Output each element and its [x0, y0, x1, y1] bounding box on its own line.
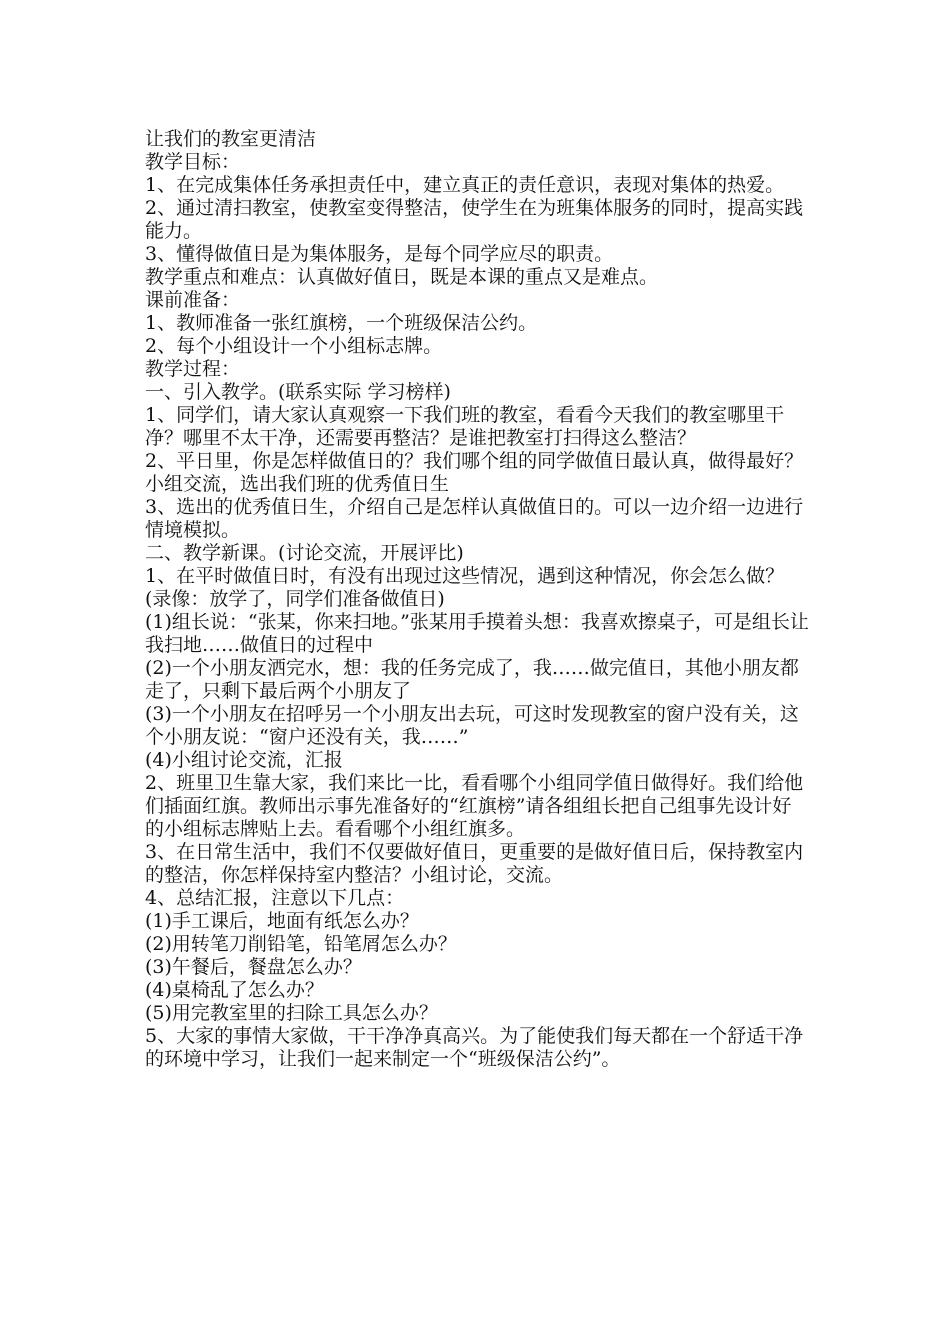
paragraph: (录像：放学了，同学们准备做值日)	[145, 588, 445, 610]
paragraph: 2、通过清扫教室，使教室变得整洁，使学生在为班集体服务的同时，提高实践能力。	[145, 197, 804, 242]
paragraph: (2)一个小朋友洒完水，想：我的任务完成了，我……做完值日，其他小朋友都走了，只剩下最后两个小朋友了	[145, 657, 799, 702]
paragraph: (1)组长说：“张某，你来扫地。”张某用手摸着头想：我喜欢擦桌子，可是组长让我扫地……做值日的过程中	[145, 611, 809, 656]
paragraph: 1、在平时做值日时，有没有出现过这些情况，遇到这种情况，你会怎么做？	[145, 565, 785, 587]
list-item: (3)午餐后，餐盘怎么办？	[145, 956, 362, 978]
paragraph: 2、平日里，你是怎样做值日的？我们哪个组的同学做值日最认真，做得最好？小组交流，选出我们班的优秀值日生	[145, 450, 804, 495]
list-item: (1)手工课后，地面有纸怎么办？	[145, 910, 419, 932]
section-heading-goals: 教学目标：	[145, 151, 241, 173]
paragraph: (4)小组讨论交流，汇报	[145, 749, 343, 771]
paragraph: 4、总结汇报，注意以下几点：	[145, 887, 405, 909]
paragraph: 1、同学们，请大家认真观察一下我们班的教室，看看今天我们的教室哪里干净？哪里不太干净，还需要再整洁？是谁把教室打扫得这么整洁？	[145, 404, 785, 449]
list-item: (2)用转笔刀削铅笔，铅笔屑怎么办？	[145, 933, 457, 955]
section-heading-process: 教学过程：	[145, 358, 241, 380]
paragraph: 3、在日常生活中，我们不仅要做好值日，更重要的是做好值日后，保持教室内的整洁，你怎样保持室内整洁？小组讨论，交流。	[145, 841, 804, 886]
document-title: 让我们的教室更清洁	[145, 128, 317, 150]
paragraph: 3、懂得做值日是为集体服务，是每个同学应尽的职责。	[145, 243, 614, 265]
paragraph: 1、在完成集体任务承担责任中，建立真正的责任意识，表现对集体的热爱。	[145, 174, 785, 196]
section-heading-preparation: 课前准备：	[145, 289, 241, 311]
paragraph: 3、选出的优秀值日生，介绍自己是怎样认真做值日的。可以一边介绍一边进行情境模拟。	[145, 496, 804, 541]
paragraph: 2、班里卫生靠大家，我们来比一比，看看哪个小组同学值日做得好。我们给他们插面红旗。教师出示事先准备好的“红旗榜”请各组组长把自己组事先设计好的小组标志牌贴上去。看看哪个小组红旗多。	[145, 772, 804, 840]
paragraph: (3)一个小朋友在招呼另一个小朋友出去玩，可这时发现教室的窗户没有关，这个小朋友说：“窗户还没有关，我……”	[145, 703, 799, 748]
subsection-heading: 二、教学新课。(讨论交流，开展评比)	[145, 542, 464, 564]
subsection-heading: 一、引入教学。(联系实际 学习榜样)	[145, 381, 451, 403]
paragraph: 教学重点和难点：认真做好值日，既是本课的重点又是难点。	[145, 266, 659, 288]
document-page	[145, 128, 810, 1071]
paragraph: 5、大家的事情大家做，干干净净真高兴。为了能使我们每天都在一个舒适干净的环境中学习，让我们一起来制定一个“班级保洁公约”。	[145, 1025, 804, 1070]
list-item: (5)用完教室里的扫除工具怎么办？	[145, 1002, 438, 1024]
paragraph: 2、每个小组设计一个小组标志牌。	[145, 335, 443, 357]
list-item: (4)桌椅乱了怎么办？	[145, 979, 324, 1001]
paragraph: 1、教师准备一张红旗榜，一个班级保洁公约。	[145, 312, 538, 334]
